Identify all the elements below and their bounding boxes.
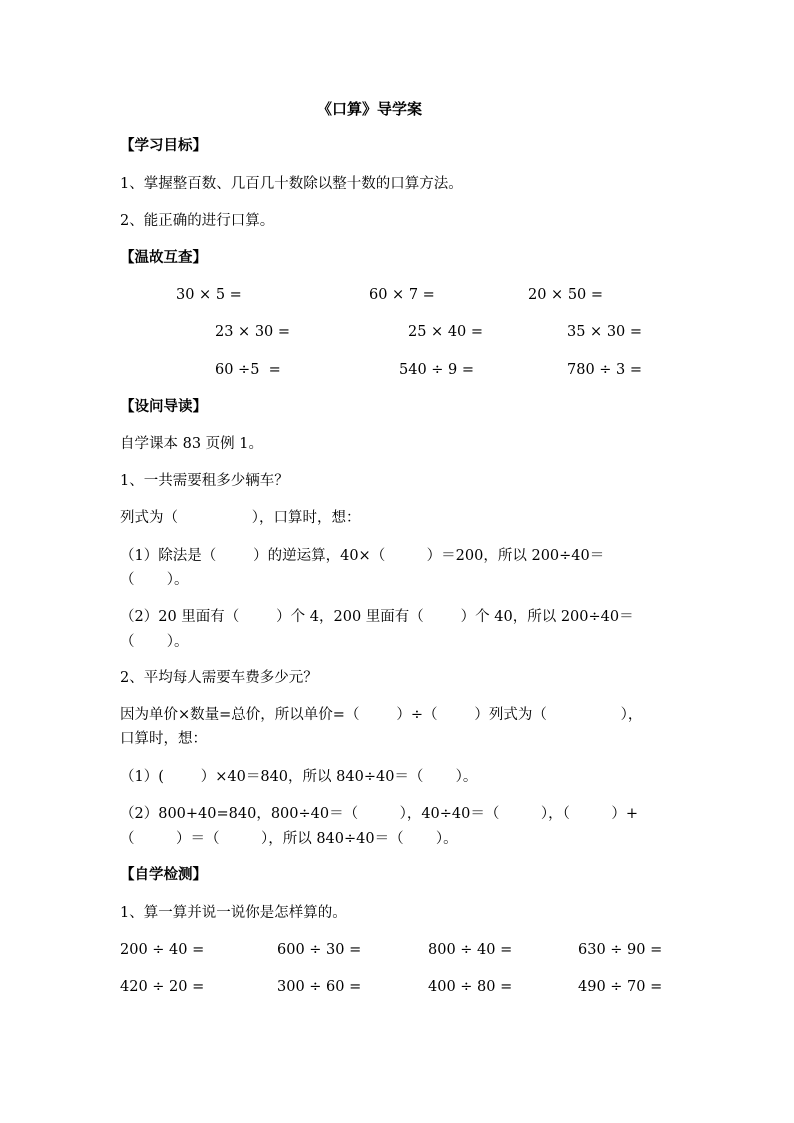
question-2-formula: 因为单价×数量=总价，所以单价=（ ）÷（ ）列式为（ ）， — [120, 707, 643, 723]
question-1-part-2: （2）20 里面有（ ）个 4，200 里面有（ ）个 40，所以 200÷40＝ — [120, 609, 634, 625]
review-expr: 60 ÷5 = — [215, 362, 281, 378]
review-expr: 23 × 30 = — [215, 324, 291, 340]
question-2: 2、平均每人需要车费多少元？ — [120, 670, 318, 686]
question-2-part-2-cont: （ ）＝（ ），所以 840÷40＝（ ）。 — [120, 831, 458, 847]
goal-item-2: 2、能正确的进行口算。 — [120, 213, 275, 229]
section-heading-guided-reading: 【设问导读】 — [120, 398, 207, 415]
question-2-part-1: （1）( ）×40＝840，所以 840÷40＝（ ）。 — [120, 769, 478, 785]
review-expr: 35 × 30 = — [567, 324, 643, 340]
review-expr: 25 × 40 = — [408, 324, 484, 340]
self-test-expr: 630 ÷ 90 = — [578, 942, 663, 958]
question-1: 1、一共需要租多少辆车？ — [120, 473, 289, 489]
self-test-expr: 400 ÷ 80 = — [428, 979, 513, 995]
self-test-expr: 490 ÷ 70 = — [578, 979, 663, 995]
question-1-part-1: （1）除法是（ ）的逆运算，40×（ ）＝200，所以 200÷40＝ — [120, 548, 605, 564]
goal-item-1: 1、掌握整百数、几百几十数除以整十数的口算方法。 — [120, 176, 463, 192]
self-test-expr: 300 ÷ 60 = — [277, 979, 362, 995]
question-1-part-2-cont: （ ）。 — [120, 634, 189, 650]
self-test-expr: 200 ÷ 40 = — [120, 942, 205, 958]
self-test-expr: 800 ÷ 40 = — [428, 942, 513, 958]
review-expr: 60 × 7 = — [369, 287, 435, 303]
page-title: 《口算》导学案 — [317, 100, 423, 118]
question-2-part-2: （2）800+40=840，800÷40＝（ ），40÷40＝（ ），（ ）+ — [120, 806, 638, 822]
question-1-formula: 列式为（ ），口算时，想： — [120, 510, 361, 526]
self-test-expr: 420 ÷ 20 = — [120, 979, 205, 995]
question-1-part-1-cont: （ ）。 — [120, 572, 189, 588]
section-heading-review: 【温故互查】 — [120, 249, 207, 266]
self-test-question-1: 1、算一算并说一说你是怎样算的。 — [120, 905, 347, 921]
review-expr: 780 ÷ 3 = — [567, 362, 643, 378]
self-test-expr: 600 ÷ 30 = — [277, 942, 362, 958]
review-expr: 20 × 50 = — [528, 287, 604, 303]
review-expr: 30 × 5 = — [176, 287, 242, 303]
review-expr: 540 ÷ 9 = — [399, 362, 475, 378]
section-heading-goals: 【学习目标】 — [120, 137, 207, 154]
section-heading-self-test: 【自学检测】 — [120, 866, 207, 883]
guided-intro: 自学课本 83 页例 1。 — [120, 436, 264, 452]
question-2-formula-cont: 口算时，想： — [120, 731, 207, 747]
